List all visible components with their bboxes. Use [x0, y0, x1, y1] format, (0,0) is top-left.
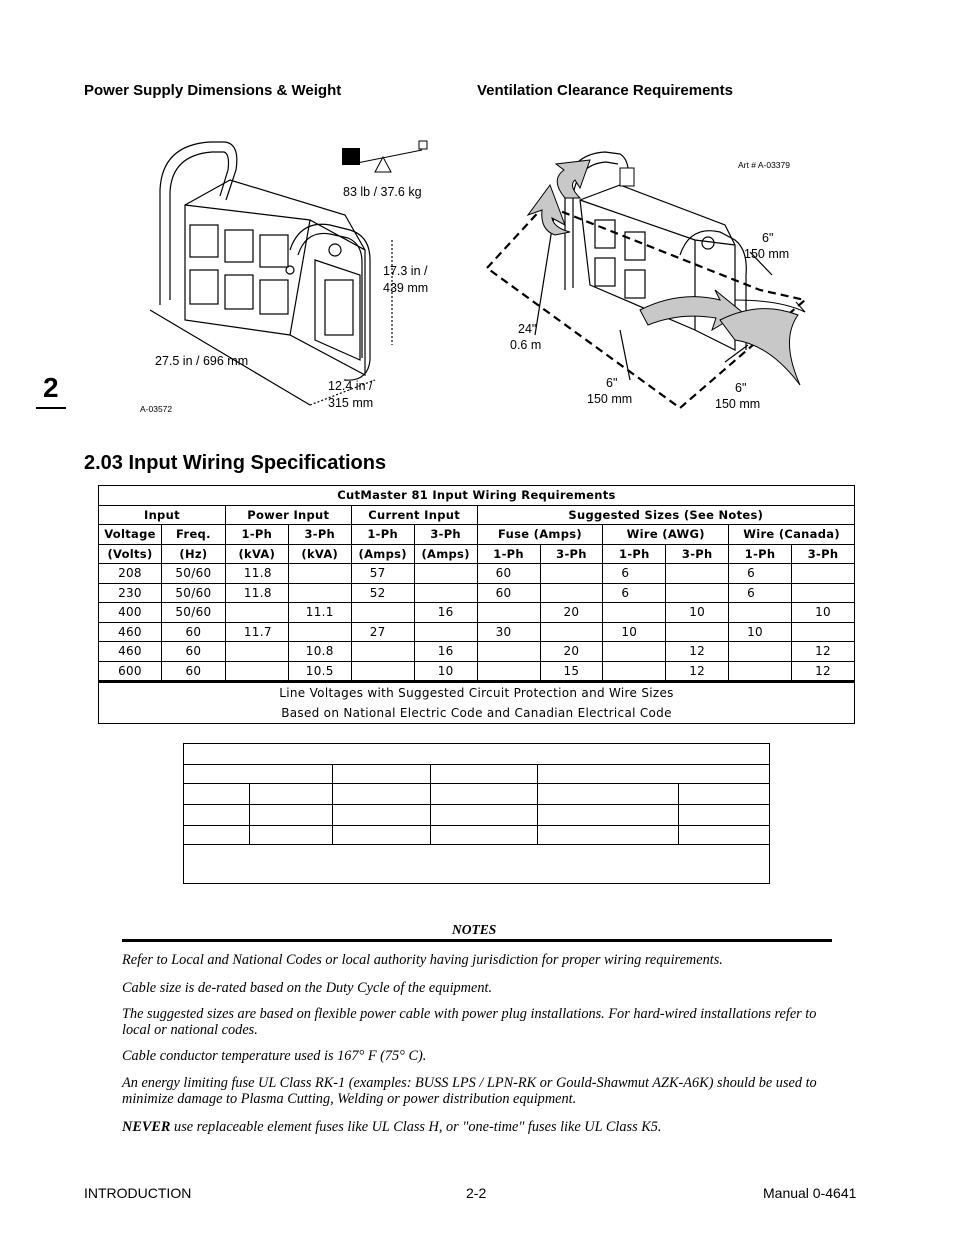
wiring-requirements-table: [98, 485, 855, 724]
table-cell: 6: [603, 564, 666, 584]
clearance-top-mm: 150 mm: [744, 247, 790, 261]
table-cell: [351, 661, 414, 682]
note-6: [122, 1119, 834, 1135]
table-cell: [288, 622, 351, 642]
table-cell: [729, 642, 792, 662]
table-cell: 27: [351, 622, 414, 642]
chapter-number: 2: [43, 372, 59, 403]
clearance-front-in: 6": [606, 376, 618, 390]
table-cell: [225, 642, 288, 662]
table-cell: 12: [666, 642, 729, 662]
table-cell: 12: [792, 661, 855, 682]
airflow-arrow-icon: [720, 309, 800, 385]
table-cell: 50/60: [161, 583, 225, 603]
column-header: Fuse (Amps): [477, 525, 603, 545]
section-title: 2.03 Input Wiring Specifications: [84, 452, 387, 474]
table-cell: 6: [729, 564, 792, 584]
table-cell: 10.5: [288, 661, 351, 682]
note-6-emphasis: NEVER: [122, 1119, 171, 1135]
column-subheader: 1-Ph: [729, 544, 792, 564]
art-number-left: A-03572: [140, 404, 173, 414]
column-header: Freq.: [161, 525, 225, 545]
table-cell: [540, 622, 603, 642]
table-cell: [477, 642, 540, 662]
table-cell: [729, 603, 792, 623]
table-cell: [351, 642, 414, 662]
column-header: Wire (AWG): [603, 525, 729, 545]
clearance-side-mm: 0.6 m: [510, 338, 542, 352]
group-header: Input: [99, 505, 226, 525]
table-cell: 10.8: [288, 642, 351, 662]
table-cell: [792, 583, 855, 603]
table-cell: 60: [161, 622, 225, 642]
column-header: Wire (Canada): [729, 525, 855, 545]
footnote-line-1: Line Voltages with Suggested Circuit Protection and Wire Sizes: [279, 686, 674, 700]
table-cell: 50/60: [161, 564, 225, 584]
weight-label: 83 lb / 37.6 kg: [343, 185, 422, 199]
column-subheader: (kVA): [288, 544, 351, 564]
note-2: Cable size is de-rated based on the Duty Cycle of the equipment.: [122, 980, 493, 996]
column-header: Voltage: [99, 525, 162, 545]
table-row: [99, 661, 855, 682]
column-subheader: (Amps): [351, 544, 414, 564]
table-row: [99, 583, 855, 603]
table-cell: 6: [603, 583, 666, 603]
group-header: Suggested Sizes (See Notes): [477, 505, 854, 525]
table-cell: [666, 564, 729, 584]
airflow-arrow-icon: [556, 160, 590, 198]
table-cell: [603, 642, 666, 662]
column-subheader: 3-Ph: [666, 544, 729, 564]
table-cell: [225, 603, 288, 623]
column-subheader: 3-Ph: [540, 544, 603, 564]
note-4: Cable conductor temperature used is 167° F (75° C).: [122, 1048, 427, 1064]
column-subheader: (kVA): [225, 544, 288, 564]
column-subheader: 1-Ph: [603, 544, 666, 564]
note-3: The suggested sizes are based on flexible power cable with power plug installations. For hard-wired installations refer to local or national codes.: [122, 1006, 817, 1038]
chapter-rule: [36, 407, 66, 409]
footer-page-number: 2-2: [466, 1185, 487, 1201]
column-header: 3-Ph: [414, 525, 477, 545]
notes-rule: [122, 939, 832, 942]
table-cell: [351, 603, 414, 623]
table-cell: [603, 661, 666, 682]
column-subheader: (Volts): [99, 544, 162, 564]
table-cell: 230: [99, 583, 162, 603]
footer-manual-number: Manual 0-4641: [763, 1185, 857, 1201]
column-header: 3-Ph: [288, 525, 351, 545]
notes-title: NOTES: [452, 922, 497, 937]
table-cell: [225, 661, 288, 682]
table-cell: 60: [477, 583, 540, 603]
table-cell: 12: [792, 642, 855, 662]
table-row: [99, 642, 855, 662]
table-cell: 10: [792, 603, 855, 623]
table-cell: [792, 564, 855, 584]
fig-title-ventilation: Ventilation Clearance Requirements: [477, 82, 733, 99]
table-cell: [540, 583, 603, 603]
column-subheader: (Amps): [414, 544, 477, 564]
table-cell: 16: [414, 603, 477, 623]
table-cell: 60: [161, 642, 225, 662]
fig-title-dimensions: Power Supply Dimensions & Weight: [84, 82, 342, 99]
column-subheader: (Hz): [161, 544, 225, 564]
table-cell: 10: [603, 622, 666, 642]
table-cell: 60: [477, 564, 540, 584]
table-cell: [540, 564, 603, 584]
table-cell: 11.1: [288, 603, 351, 623]
table-cell: [603, 603, 666, 623]
height-label-mm: 439 mm: [383, 281, 429, 295]
note-5: An energy limiting fuse UL Class RK-1 (examples: BUSS LPS / LPN-RK or Gould-Shawmut AZK-A6K) should be used to minimize damage to Plasma Cutting, Welding or power distribution equipment.: [122, 1075, 817, 1107]
note-6-text: use replaceable element fuses like UL Class H, or "one-time" fuses like UL Class K5.: [170, 1119, 662, 1135]
column-header: 1-Ph: [225, 525, 288, 545]
table-cell: [288, 583, 351, 603]
table-cell: 10: [414, 661, 477, 682]
table-cell: 12: [666, 661, 729, 682]
table-cell: [729, 661, 792, 682]
table-cell: 20: [540, 642, 603, 662]
table-cell: 52: [351, 583, 414, 603]
table-row: [99, 603, 855, 623]
table-cell: 460: [99, 642, 162, 662]
clearance-right-mm: 150 mm: [715, 397, 761, 411]
table-cell: 600: [99, 661, 162, 682]
table-cell: 10: [729, 622, 792, 642]
table-row: [99, 622, 855, 642]
clearance-right-in: 6": [735, 381, 747, 395]
table-cell: 11.8: [225, 583, 288, 603]
ventilation-clearance-illustration: [480, 140, 820, 415]
table-footnote: [99, 682, 855, 724]
table-cell: [666, 583, 729, 603]
width-label-in: 12.4 in /: [328, 379, 373, 393]
table-cell: 10: [666, 603, 729, 623]
weight-small-block-icon: [419, 141, 427, 149]
table-cell: 60: [161, 661, 225, 682]
table-cell: [414, 622, 477, 642]
column-subheader: 3-Ph: [792, 544, 855, 564]
clearance-top-in: 6": [762, 231, 774, 245]
column-subheader: 1-Ph: [477, 544, 540, 564]
table-cell: 20: [540, 603, 603, 623]
table-cell: [666, 622, 729, 642]
table-cell: 57: [351, 564, 414, 584]
footer-section: INTRODUCTION: [84, 1185, 192, 1201]
table-cell: [288, 564, 351, 584]
table-row: [99, 564, 855, 584]
table-cell: 6: [729, 583, 792, 603]
table-cell: [792, 622, 855, 642]
table-cell: [477, 603, 540, 623]
table-cell: 11.8: [225, 564, 288, 584]
table-cell: 50/60: [161, 603, 225, 623]
art-number-right: Art # A-03379: [738, 160, 790, 170]
table-cell: [414, 583, 477, 603]
table-cell: 30: [477, 622, 540, 642]
table-cell: 16: [414, 642, 477, 662]
width-label-mm: 315 mm: [328, 396, 374, 410]
table-cell: 400: [99, 603, 162, 623]
note-1: Refer to Local and National Codes or local authority having jurisdiction for proper wiring requirements.: [122, 952, 723, 968]
table-cell: 460: [99, 622, 162, 642]
group-header: Current Input: [351, 505, 477, 525]
footnote-line-2: Based on National Electric Code and Canadian Electrical Code: [281, 706, 672, 720]
column-header: 1-Ph: [351, 525, 414, 545]
length-label: 27.5 in / 696 mm: [155, 354, 249, 368]
table-cell: [414, 564, 477, 584]
table-cell: 208: [99, 564, 162, 584]
table-body: [99, 564, 855, 682]
blank-table: [183, 743, 770, 884]
connector-icon: [620, 168, 634, 186]
table-title: CutMaster 81 Input Wiring Requirements: [99, 486, 855, 506]
clearance-front-mm: 150 mm: [587, 392, 633, 406]
group-header: Power Input: [225, 505, 351, 525]
table-cell: [477, 661, 540, 682]
height-label-in: 17.3 in /: [383, 264, 428, 278]
clearance-side-in: 24": [518, 322, 537, 336]
table-cell: 11.7: [225, 622, 288, 642]
table-cell: 15: [540, 661, 603, 682]
